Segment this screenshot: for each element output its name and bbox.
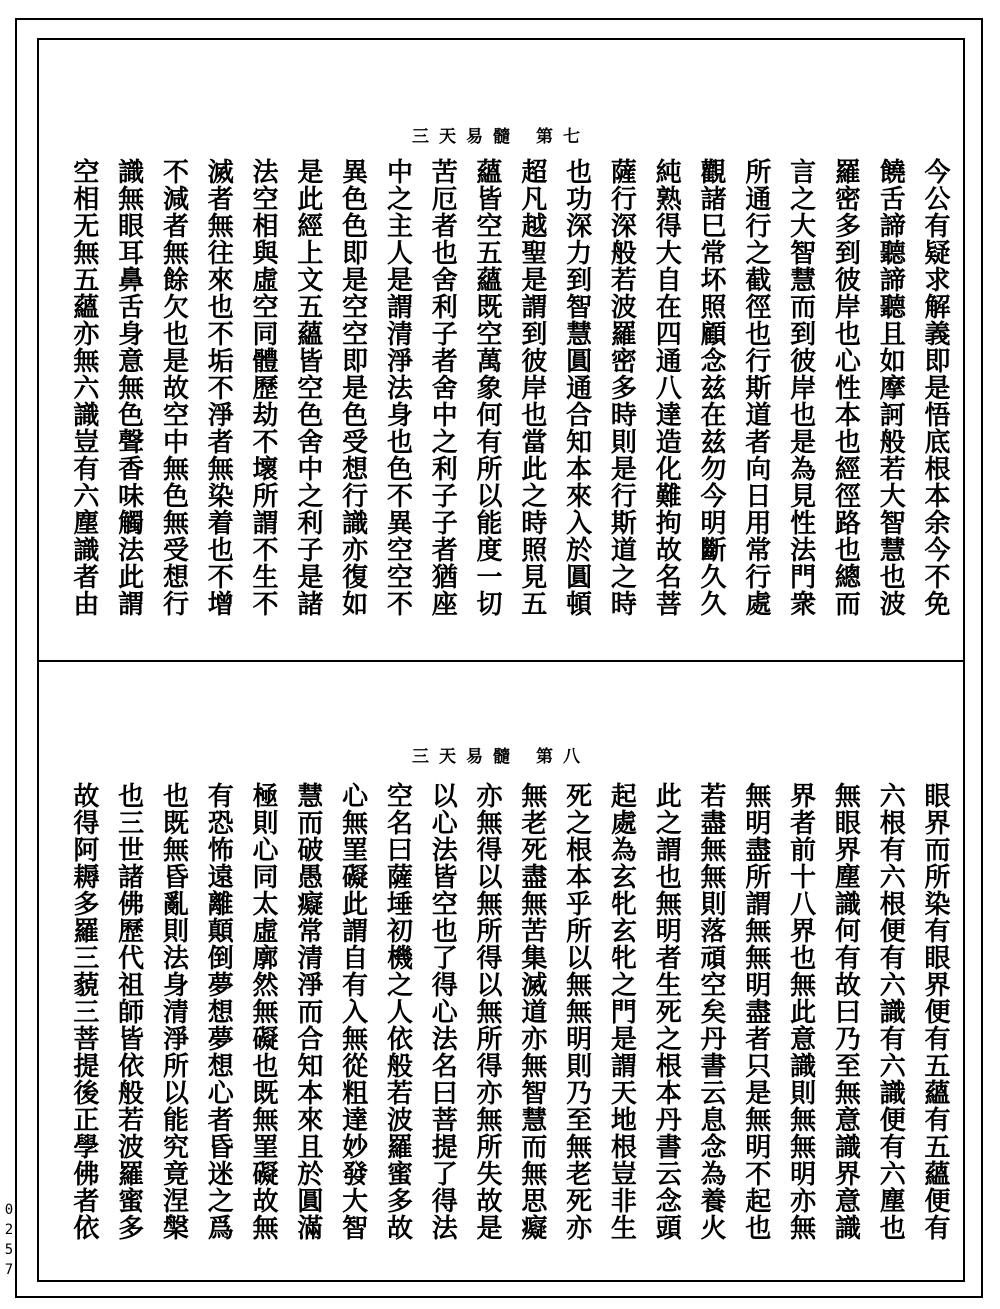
text-column: 苦厄者也舍利子者舍中之利子子者猶座 (427, 158, 458, 617)
text-column: 蘊皆空五蘊既空萬象何有所以能度一切 (472, 158, 503, 617)
text-column: 也三世諸佛歷代祖師皆依般若波羅蜜多 (113, 782, 144, 1241)
page-eight (39, 664, 963, 1280)
text-column: 空相无無五蘊亦無六識豈有六塵識者由 (68, 158, 99, 617)
text-column: 是此經上文五蘊皆空色舍中之利子是諸 (292, 158, 323, 617)
outer-frame (15, 18, 983, 1298)
text-column: 也功深力到智慧圓通合知本來入於圓頓 (561, 158, 592, 617)
page-header: 三天易髓 第八 (412, 747, 590, 767)
text-column: 心無罣礙此謂自有入無從粗達妙發大智 (337, 782, 368, 1241)
text-column: 法空相與虛空同體歷劫不壞所謂不生不 (248, 158, 279, 617)
page-header: 三天易髓 第七 (412, 127, 590, 147)
text-column: 無老死盡無苦集滅道亦無智慧而無思癡 (516, 782, 547, 1241)
text-column: 有恐怖遠離顛倒夢想夢想心者昏迷之爲 (203, 782, 234, 1241)
text-column: 亦無得以無所得以無所得亦無所失故是 (472, 782, 503, 1241)
text-column: 極則心同太虛廓然無礙也既無罣礙故無 (248, 782, 279, 1241)
text-column: 無明盡所謂無無明盡者只是無明不起也 (740, 782, 771, 1241)
text-column: 界者前十八界也無此意識則無無明亦無 (785, 782, 816, 1241)
text-column: 異色色即是空空即是色受想行識亦復如 (337, 158, 368, 617)
text-columns (55, 782, 951, 1272)
text-column: 若盡無無則落頑空矣丹書云息念為養火 (696, 782, 727, 1241)
text-column: 所通行之截徑也行斯道者向日用常行處 (740, 158, 771, 617)
text-column: 六根有六根便有六識有六識便有六塵也 (875, 782, 906, 1241)
text-column: 此之謂也無明者生死之根本丹書云念頭 (651, 782, 682, 1241)
text-column: 識無眼耳鼻舌身意無色聲香味觸法此謂 (113, 158, 144, 617)
inner-frame (37, 38, 965, 1282)
text-column: 無眼界塵識何有故曰乃至無意識界意識 (830, 782, 861, 1241)
text-column: 超凡越聖是謂到彼岸也當此之時照見五 (516, 158, 547, 617)
text-column: 羅密多到彼岸也心性本也經徑路也總而 (830, 158, 861, 617)
text-column: 空名曰薩埵初機之人依般若波羅蜜多故 (382, 782, 413, 1241)
page-seven (39, 40, 963, 662)
text-column: 故得阿耨多羅三藐三菩提後正學佛者依 (68, 782, 99, 1241)
text-column: 死之根本乎所以無無明則乃至無老死亦 (561, 782, 592, 1241)
text-column: 不減者無餘欠也是故空中無色無受想行 (158, 158, 189, 617)
margin-page-number: 0257 (4, 1202, 14, 1278)
text-column: 薩行深般若波羅密多時則是行斯道之時 (606, 158, 637, 617)
text-column: 言之大智慧而到彼岸也是為見性法門衆 (785, 158, 816, 617)
text-column: 饒舌諦聽諦聽且如摩訶般若大智慧也波 (875, 158, 906, 617)
text-column: 今公有疑求解義即是悟底根本余今不免 (920, 158, 950, 617)
text-column: 起處為玄牝玄牝之門是謂天地根豈非生 (606, 782, 637, 1241)
text-column: 慧而破愚癡常清淨而合知本來且於圓滿 (292, 782, 323, 1241)
text-column: 眼界而所染有眼界便有五蘊有五蘊便有 (920, 782, 950, 1241)
text-column: 中之主人是謂清淨法身也色不異空空不 (382, 158, 413, 617)
text-column: 滅者無往來也不垢不淨者無染着也不增 (203, 158, 234, 617)
text-column: 以心法皆空也了得心法名曰菩提了得法 (427, 782, 458, 1241)
text-column: 觀諸巳常坏照顧念兹在兹勿今明斷久久 (696, 158, 727, 617)
text-column: 純熟得大自在四通八達造化難拘故名菩 (651, 158, 682, 617)
text-columns (55, 158, 951, 658)
text-column: 也既無昏亂則法身清淨所以能究竟涅槃 (158, 782, 189, 1241)
